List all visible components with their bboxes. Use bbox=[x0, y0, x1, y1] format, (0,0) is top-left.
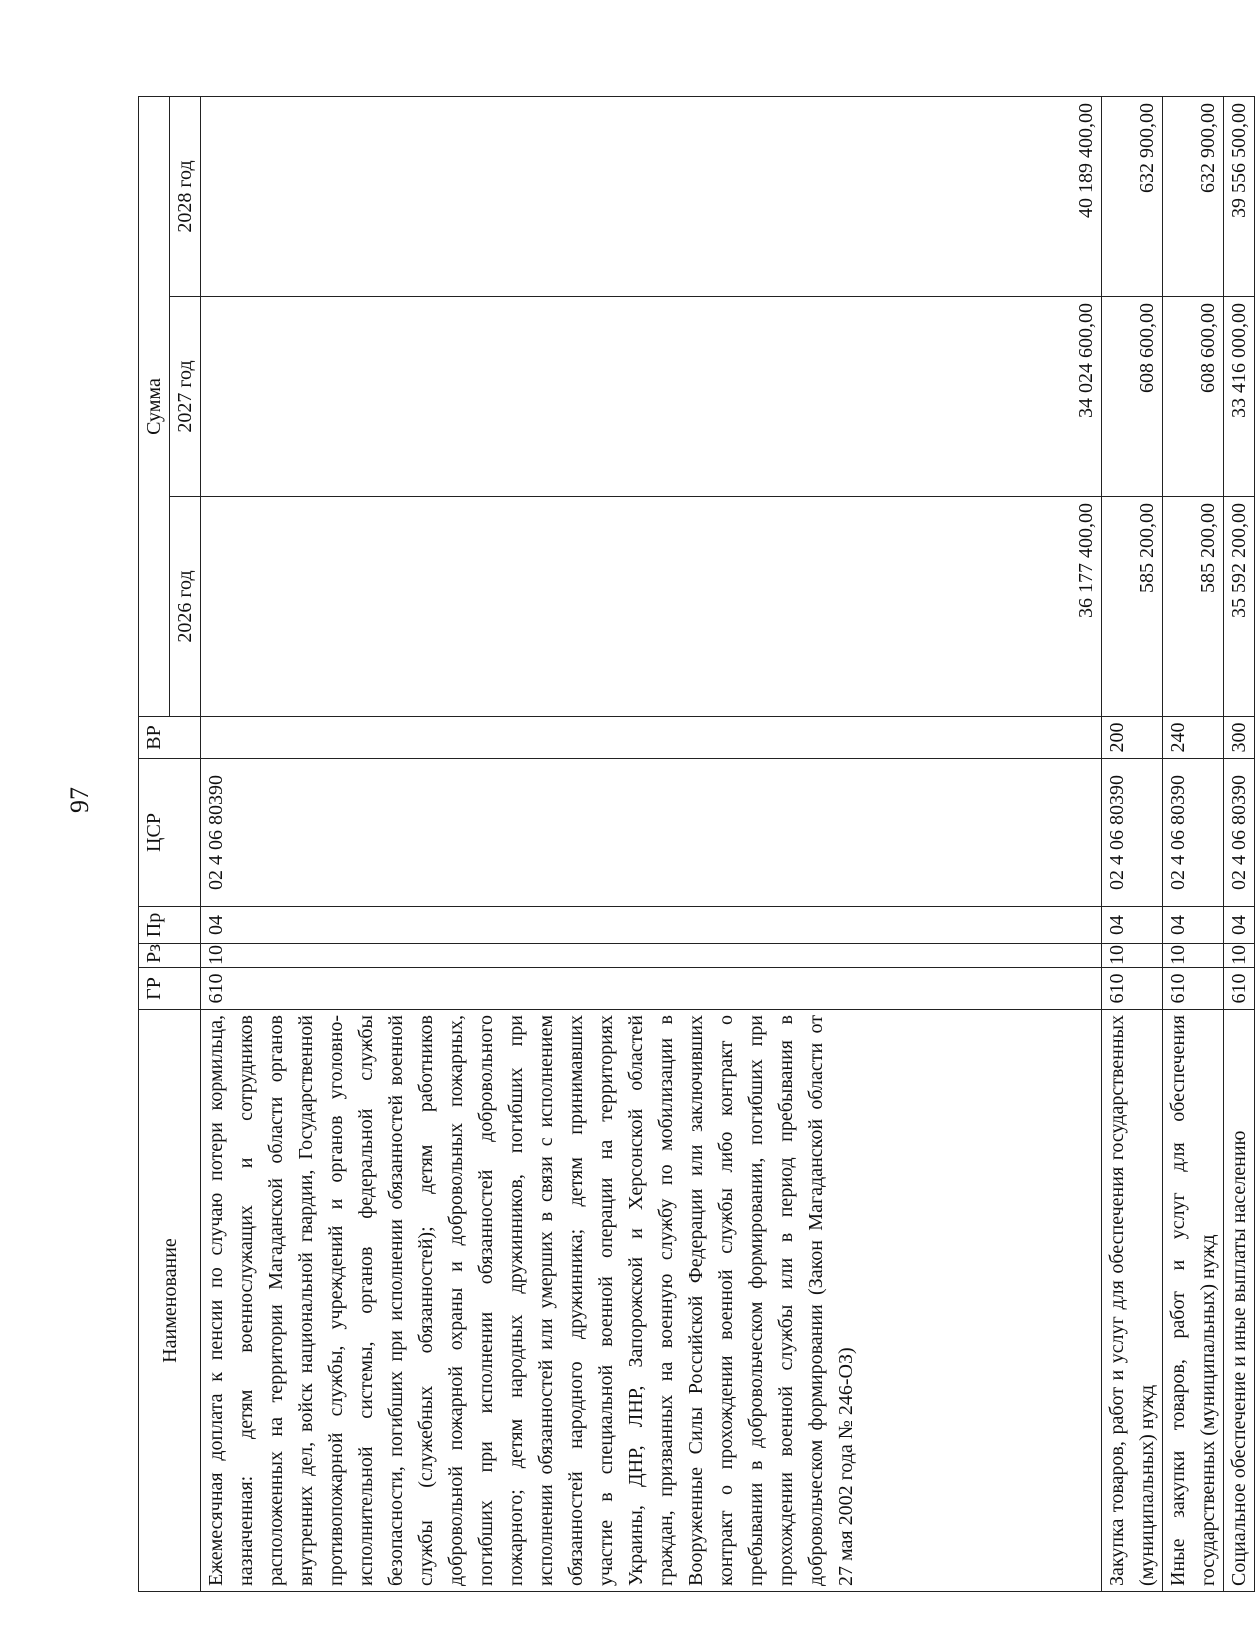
row-name: Социальное обеспечение и иные выплаты населению bbox=[1224, 1010, 1255, 1592]
row-2026: 35 592 200,00 bbox=[1224, 497, 1255, 717]
header-pr: Пр bbox=[139, 907, 201, 944]
row-2027: 608 600,00 bbox=[1102, 297, 1163, 497]
row-vr: 300 bbox=[1224, 717, 1255, 759]
row-csr: 02 4 06 80390 bbox=[1224, 759, 1255, 907]
row-pr: 04 bbox=[1102, 907, 1163, 944]
header-gr: ГР bbox=[139, 968, 201, 1010]
row-rz: 10 bbox=[1102, 944, 1163, 968]
row-2028: 39 556 500,00 bbox=[1224, 96, 1255, 296]
rotated-table-container bbox=[138, 97, 1250, 1592]
row-name: Закупка товаров, работ и услуг для обеспечения государственных (муниципальных) нужд bbox=[1102, 1010, 1163, 1592]
row-2028: 632 900,00 bbox=[1163, 96, 1224, 296]
row-vr: 200 bbox=[1102, 717, 1163, 759]
row-2027: 608 600,00 bbox=[1163, 297, 1224, 497]
row-2026: 585 200,00 bbox=[1102, 497, 1163, 717]
row-vr: 240 bbox=[1163, 717, 1224, 759]
row-name: Иные закупки товаров, работ и услуг для обеспечения государственных (муниципальных) нужд bbox=[1163, 1010, 1224, 1592]
page-number: 97 bbox=[65, 787, 94, 813]
header-2028: 2028 год bbox=[170, 96, 201, 296]
row-csr: 02 4 06 80390 bbox=[1163, 759, 1224, 907]
row-name: Ежемесячная доплата к пенсии по случаю потери кормильца, назначенная: детям военнослужащих и сотрудников расположенных на территории Магаданской области органов внутренних дел, войск национальной гвардии, Государственной противопожарной службы, учреждений и органов уголовно-исполнительной системы, органов федеральной службы безопасности, погибших при исполнении обязанностей военной службы (служебных обязанностей); детям работников добровольной пожарной охраны и добровольных пожарных, погибших при исполнении обязанностей добровольного пожарного; детям народных дружинников, погибших при исполнении обязанностей или умерших в связи с исполнением обязанностей народного дружинника; детям принимавших участие в специальной военной операции на территориях Украины, ДНР, ЛНР, Запорожской и Херсонской областей граждан, призванных на военную службу по мобилизации в Вооруженные Силы Российской Федерации или заключивших контракт о прохождении военной службы либо контракт о пребывании в добровольческом формировании, погибших при прохождении военной службы или в период пребывания в добровольческом формировании (Закон Магаданской области от 27 мая 2002 года № 246-ОЗ) bbox=[201, 1010, 1102, 1592]
table-header-row bbox=[139, 96, 170, 1591]
row-2028: 632 900,00 bbox=[1102, 96, 1163, 296]
header-csr: ЦСР bbox=[139, 759, 201, 907]
row-gr: 610 bbox=[201, 968, 1102, 1010]
row-2027: 34 024 600,00 bbox=[201, 297, 1102, 497]
table-row bbox=[201, 96, 1102, 1591]
row-rz: 10 bbox=[201, 944, 1102, 968]
row-pr: 04 bbox=[1224, 907, 1255, 944]
row-gr: 610 bbox=[1163, 968, 1224, 1010]
header-rz: Рз bbox=[139, 944, 201, 968]
budget-table bbox=[138, 96, 1255, 1592]
table-row bbox=[1102, 96, 1163, 1591]
row-rz: 10 bbox=[1224, 944, 1255, 968]
row-csr: 02 4 06 80390 bbox=[1102, 759, 1163, 907]
row-pr: 04 bbox=[201, 907, 1102, 944]
table-row bbox=[1224, 96, 1255, 1591]
row-gr: 610 bbox=[1102, 968, 1163, 1010]
row-vr bbox=[201, 717, 1102, 759]
row-gr: 610 bbox=[1224, 968, 1255, 1010]
row-2026: 585 200,00 bbox=[1163, 497, 1224, 717]
header-sum: Сумма bbox=[139, 96, 170, 716]
row-pr: 04 bbox=[1163, 907, 1224, 944]
row-rz: 10 bbox=[1163, 944, 1224, 968]
header-2027: 2027 год bbox=[170, 297, 201, 497]
row-2026: 36 177 400,00 bbox=[201, 497, 1102, 717]
row-csr: 02 4 06 80390 bbox=[201, 759, 1102, 907]
header-2026: 2026 год bbox=[170, 497, 201, 717]
table-row bbox=[1163, 96, 1224, 1591]
row-2027: 33 416 000,00 bbox=[1224, 297, 1255, 497]
header-name: Наименование bbox=[139, 1010, 201, 1592]
header-vr: ВР bbox=[139, 717, 201, 759]
row-2028: 40 189 400,00 bbox=[201, 96, 1102, 296]
